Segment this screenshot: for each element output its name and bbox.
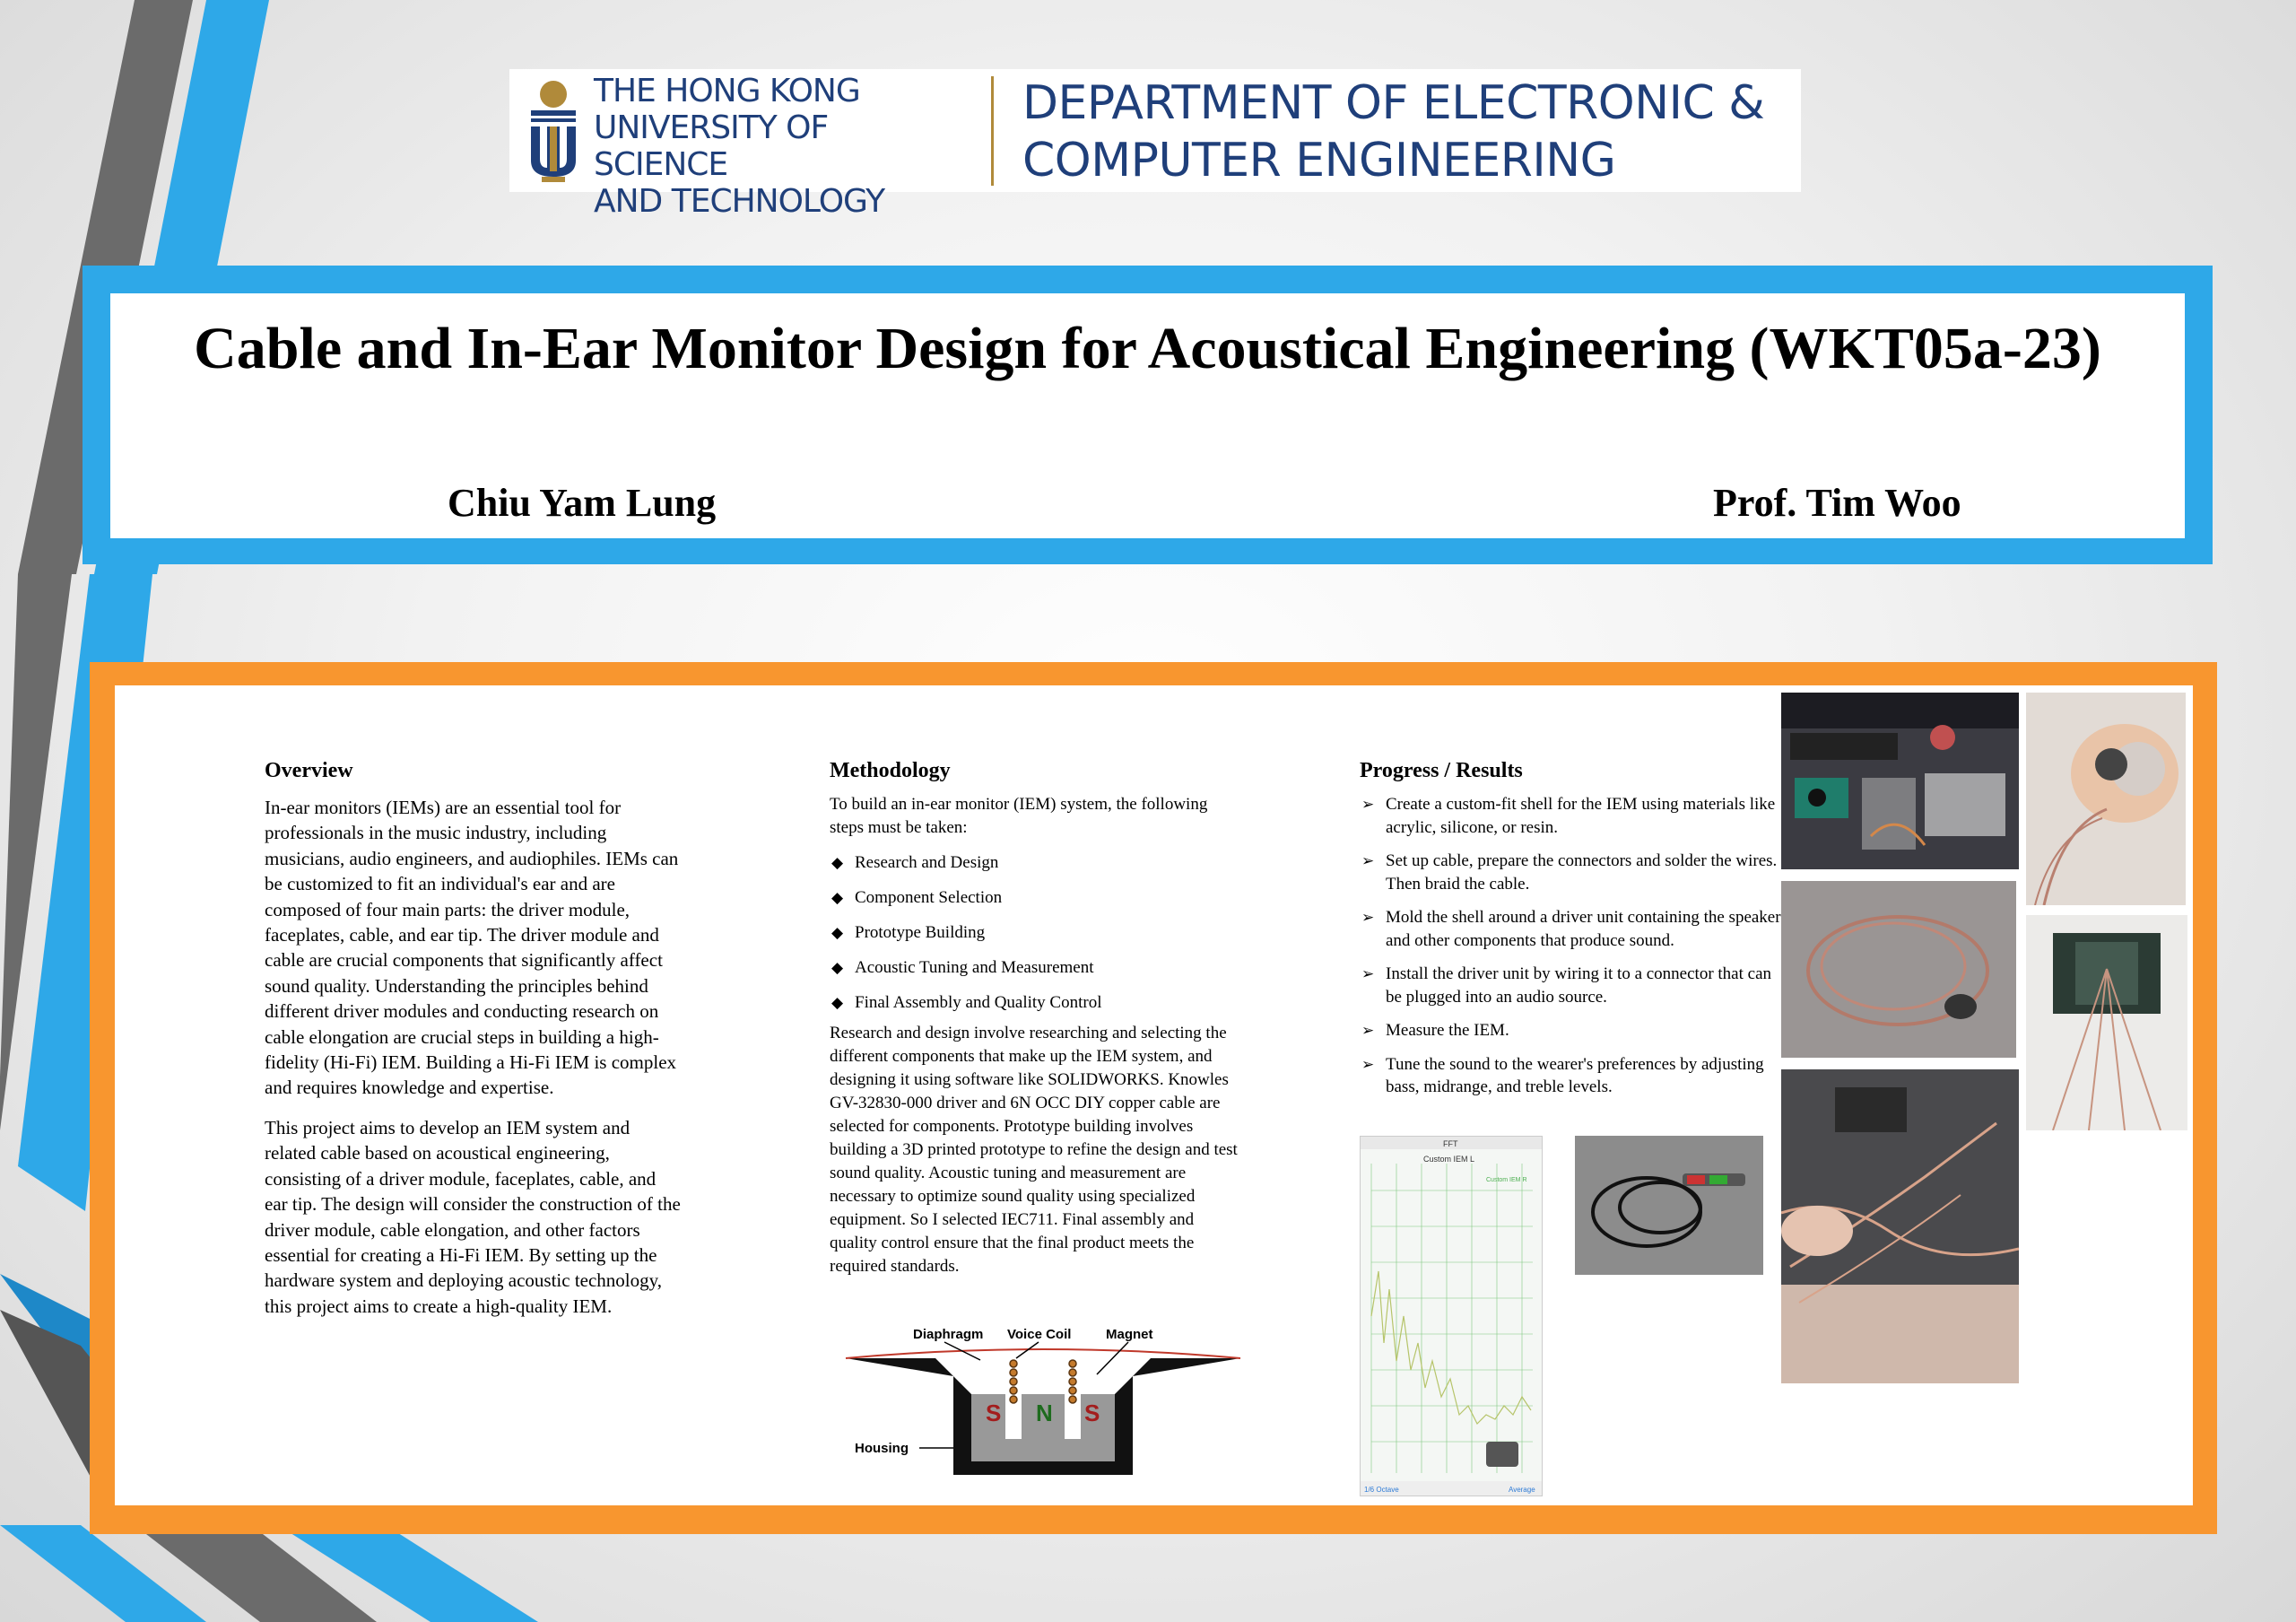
overview-paragraph: In-ear monitors (IEMs) are an essential tool for professionals in the music industry, including musicians, audio engineers, and audiophiles. IEMs can be customized to fit an individual's ear and are composed of four main parts: the driver module, faceplates, cable, and ear tip. The driver module and cable are crucial components that significantly affect sound quality. Understanding the principles behind different driver modules and conducting research on cable elongation are crucial steps in building a high-fidelity (Hi-Fi) IEM. Building a Hi-Fi IEM is complex and requires knowledge and expertise. (265, 797, 679, 1099)
university-name (594, 73, 935, 220)
diamond-bullet-icon: ◆ (831, 854, 844, 871)
title-panel (110, 293, 2185, 538)
hand-cable-photo (1781, 1069, 2019, 1383)
progress-item-text: Install the driver unit by wiring it to a connector that can be plugged into an audio source. (1386, 964, 1772, 1007)
methodology-body: Research and design involve researching and selecting the different components that make up the IEM system, and designing it using software like SOLIDWORKS. Knowles GV-32830-000 driver and 6N OCC DIY copper cable are selected for components. Prototype building involves building a 3D printed prototype to refine the design and test sound quality. Acoustic tuning and measurement are necessary to optimize sound quality using specialized equipment. So I selected IEC711. Final assembly and quality control ensure that the final product meets the required standards. (830, 1024, 1238, 1276)
step-label: Final Assembly and Quality Control (855, 993, 1102, 1012)
title-band (83, 266, 2213, 564)
supervisor-name: Prof. Tim Woo (1713, 481, 1961, 525)
methodology-steps (830, 845, 1242, 1020)
department-name (1022, 74, 1794, 189)
department-line: DEPARTMENT OF ELECTRONIC & (1022, 76, 1765, 130)
arrow-bullet-icon: ➢ (1361, 1022, 1375, 1039)
overview-paragraph: This project aims to develop an IEM system and related cable based on acoustical engineering, consisting of a driver module, faceplates, cable, and ear tip. The design will consider the construction of the driver module, cable elongation, and other factors essential for creating a Hi-Fi IEM. By setting up the hardware system and deploying acoustic technology, this project aims to create a high-quality IEM. (265, 1116, 681, 1317)
methodology-section (830, 757, 1242, 1278)
step-label: Acoustic Tuning and Measurement (855, 958, 1094, 977)
progress-item-text: Tune the sound to the wearer's preferences by adjusting bass, midrange, and treble levels. (1386, 1054, 1764, 1096)
overview-section (265, 757, 682, 1319)
diagram-label-magnet: Magnet (1106, 1327, 1153, 1342)
fft-measurement-screenshot (1360, 1136, 1543, 1496)
fft-trace-label: Custom IEM L (1423, 1155, 1475, 1164)
diagram-label-housing: Housing (855, 1441, 909, 1456)
fft-footer-right: Average (1509, 1486, 1535, 1494)
list-item (830, 950, 1242, 985)
progress-section (1360, 757, 1781, 1110)
arrow-bullet-icon: ➢ (1361, 909, 1375, 926)
list-item (1360, 793, 1781, 839)
progress-item-text: Set up cable, prepare the connectors and solder the wires. Then braid the cable. (1386, 851, 1778, 894)
arrow-bullet-icon: ➢ (1361, 796, 1375, 813)
logo-divider (991, 76, 994, 186)
arrow-bullet-icon: ➢ (1361, 1055, 1375, 1073)
driver-diagram (837, 1322, 1249, 1475)
braided-cable-photo (1781, 881, 2016, 1058)
content-panel (115, 685, 2193, 1505)
list-item (830, 915, 1242, 950)
step-label: Component Selection (855, 888, 1003, 907)
department-line: COMPUTER ENGINEERING (1022, 134, 1616, 187)
cable-photo (1575, 1136, 1763, 1275)
overview-heading: Overview (265, 759, 353, 782)
progress-list (1360, 793, 1781, 1099)
list-item (830, 845, 1242, 880)
poster-title: Cable and In-Ear Monitor Design for Acoustical Engineering (WKT05a-23) (194, 316, 2101, 381)
logo-banner (509, 69, 1801, 220)
diagram-label-diaphragm: Diaphragm (913, 1327, 984, 1342)
author-name: Chiu Yam Lung (448, 481, 717, 525)
arrow-bullet-icon: ➢ (1361, 852, 1375, 869)
iem-eartip-photo (2026, 693, 2186, 905)
list-item (1360, 850, 1781, 895)
diamond-bullet-icon: ◆ (831, 924, 844, 941)
hkust-emblem-icon (526, 76, 581, 184)
list-item (1360, 1053, 1781, 1099)
arrow-bullet-icon: ➢ (1361, 965, 1375, 982)
pole-label: S (986, 1400, 1002, 1426)
progress-heading: Progress / Results (1360, 759, 1523, 782)
cable-vise-photo (2026, 915, 2187, 1130)
content-band (90, 662, 2217, 1534)
methodology-heading: Methodology (830, 759, 951, 782)
university-line: AND TECHNOLOGY (594, 183, 885, 220)
progress-item-text: Mold the shell around a driver unit containing the speaker and other components that produce sound. (1386, 908, 1781, 950)
list-item (1360, 963, 1781, 1008)
list-item (1360, 1019, 1781, 1042)
fft-footer-left: 1/6 Octave (1364, 1486, 1399, 1494)
diamond-bullet-icon: ◆ (831, 994, 844, 1011)
list-item (830, 985, 1242, 1020)
pole-label: N (1036, 1400, 1053, 1426)
university-line: THE HONG KONG (594, 73, 860, 109)
progress-item-text: Measure the IEM. (1386, 1021, 1509, 1040)
diamond-bullet-icon: ◆ (831, 959, 844, 976)
fft-legend-label: Custom IEM R (1486, 1177, 1527, 1183)
progress-item-text: Create a custom-fit shell for the IEM using materials like acrylic, silicone, or resin. (1386, 795, 1776, 837)
fft-app-title: FFT (1443, 1139, 1458, 1148)
university-line: UNIVERSITY OF SCIENCE (594, 109, 829, 183)
list-item (1360, 906, 1781, 952)
diamond-bullet-icon: ◆ (831, 889, 844, 906)
workbench-photo (1781, 693, 2019, 869)
diagram-label-voice-coil: Voice Coil (1007, 1327, 1072, 1342)
step-label: Research and Design (855, 853, 999, 872)
list-item (830, 880, 1242, 915)
step-label: Prototype Building (855, 923, 986, 942)
pole-label: S (1084, 1400, 1100, 1426)
methodology-intro: To build an in-ear monitor (IEM) system, the following steps must be taken: (830, 795, 1208, 837)
